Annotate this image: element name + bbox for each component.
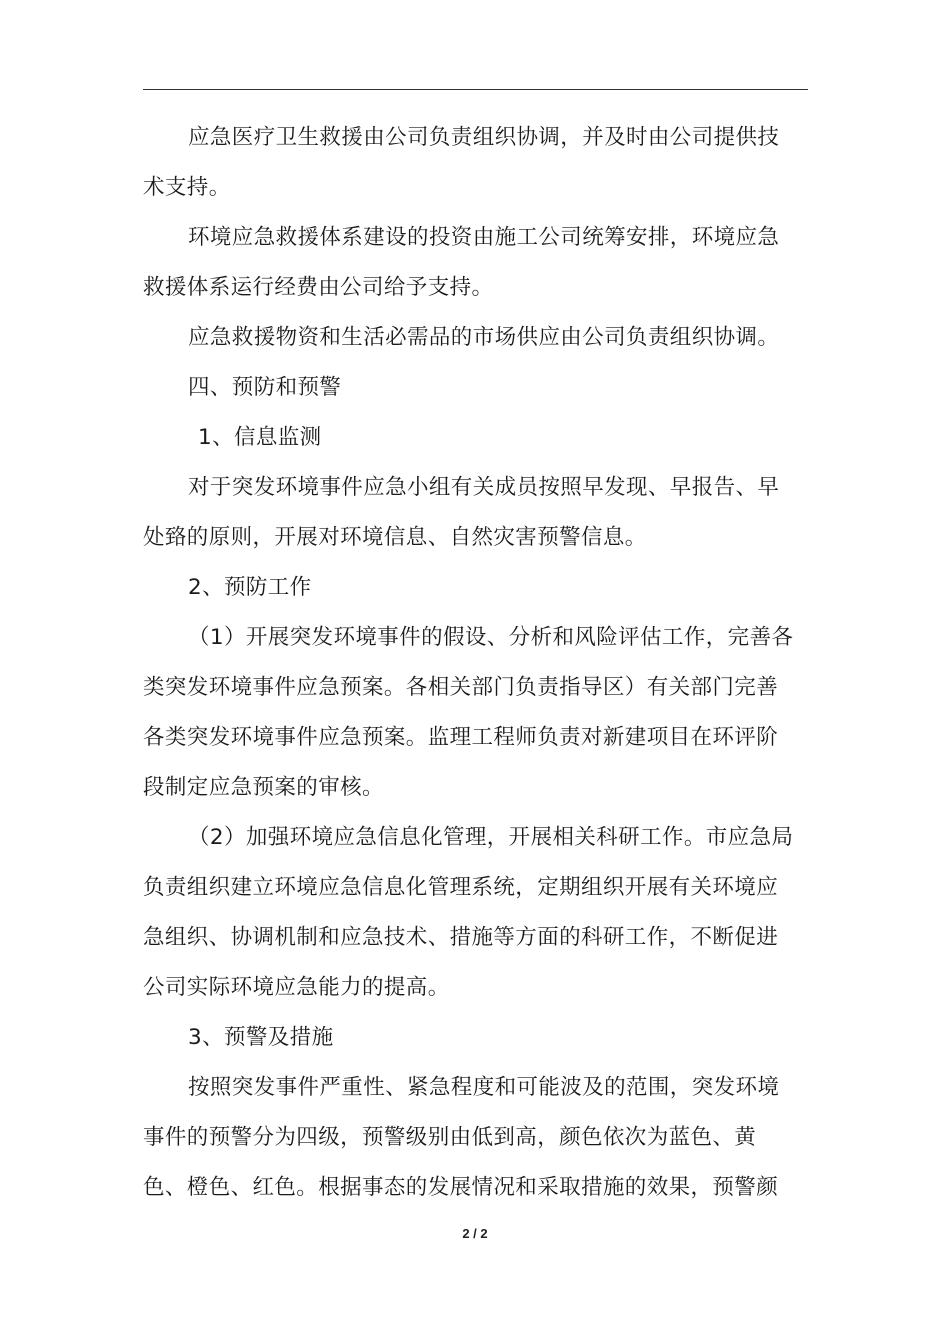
text-line: 各类突发环境事件应急预案。监理工程师负责对新建项目在环评阶 <box>143 725 779 750</box>
page-number: 2 / 2 <box>462 1226 488 1241</box>
text-line: 按照突发事件严重性、紧急程度和可能波及的范围，突发环境 <box>188 1075 780 1100</box>
text-line: 处臵的原则，开展对环境信息、自然灾害预警信息。 <box>143 525 647 550</box>
text-line: 应急救援物资和生活必需品的市场供应由公司负责组织协调。 <box>188 325 780 350</box>
text-line: （2）加强环境应急信息化管理，开展相关科研工作。市应急局 <box>188 825 794 850</box>
text-line: 应急医疗卫生救援由公司负责组织协调，并及时由公司提供技 <box>188 125 780 150</box>
text-line: 公司实际环境应急能力的提高。 <box>143 975 450 1000</box>
text-line: 3、预警及措施 <box>188 1025 334 1050</box>
header-rule <box>143 89 808 90</box>
text-line: 救援体系运行经费由公司给予支持。 <box>143 275 494 300</box>
document-body <box>143 113 808 1213</box>
text-line: 急组织、协调机制和应急技术、措施等方面的科研工作，不断促进 <box>143 925 779 950</box>
text-line: （1）开展突发环境事件的假设、分析和风险评估工作，完善各 <box>188 625 794 650</box>
text-line: 事件的预警分为四级，预警级别由低到高，颜色依次为蓝色、黄 <box>143 1125 757 1150</box>
text-line: 四、预防和预警 <box>188 375 342 400</box>
text-line: 对于突发环境事件应急小组有关成员按照早发现、早报告、早 <box>188 475 780 500</box>
text-line: 负责组织建立环境应急信息化管理系统，定期组织开展有关环境应 <box>143 875 779 900</box>
text-line: 类突发环境事件应急预案。各相关部门负责指导区）有关部门完善 <box>143 675 779 700</box>
text-line: 色、橙色、红色。根据事态的发展情况和采取措施的效果，预警颜 <box>143 1175 779 1200</box>
text-line: 2、预防工作 <box>188 575 312 600</box>
text-line: 1、信息监测 <box>198 425 322 450</box>
text-line: 术支持。 <box>143 175 231 200</box>
text-line: 段制定应急预案的审核。 <box>143 775 384 800</box>
text-line: 环境应急救援体系建设的投资由施工公司统筹安排，环境应急 <box>188 225 780 250</box>
